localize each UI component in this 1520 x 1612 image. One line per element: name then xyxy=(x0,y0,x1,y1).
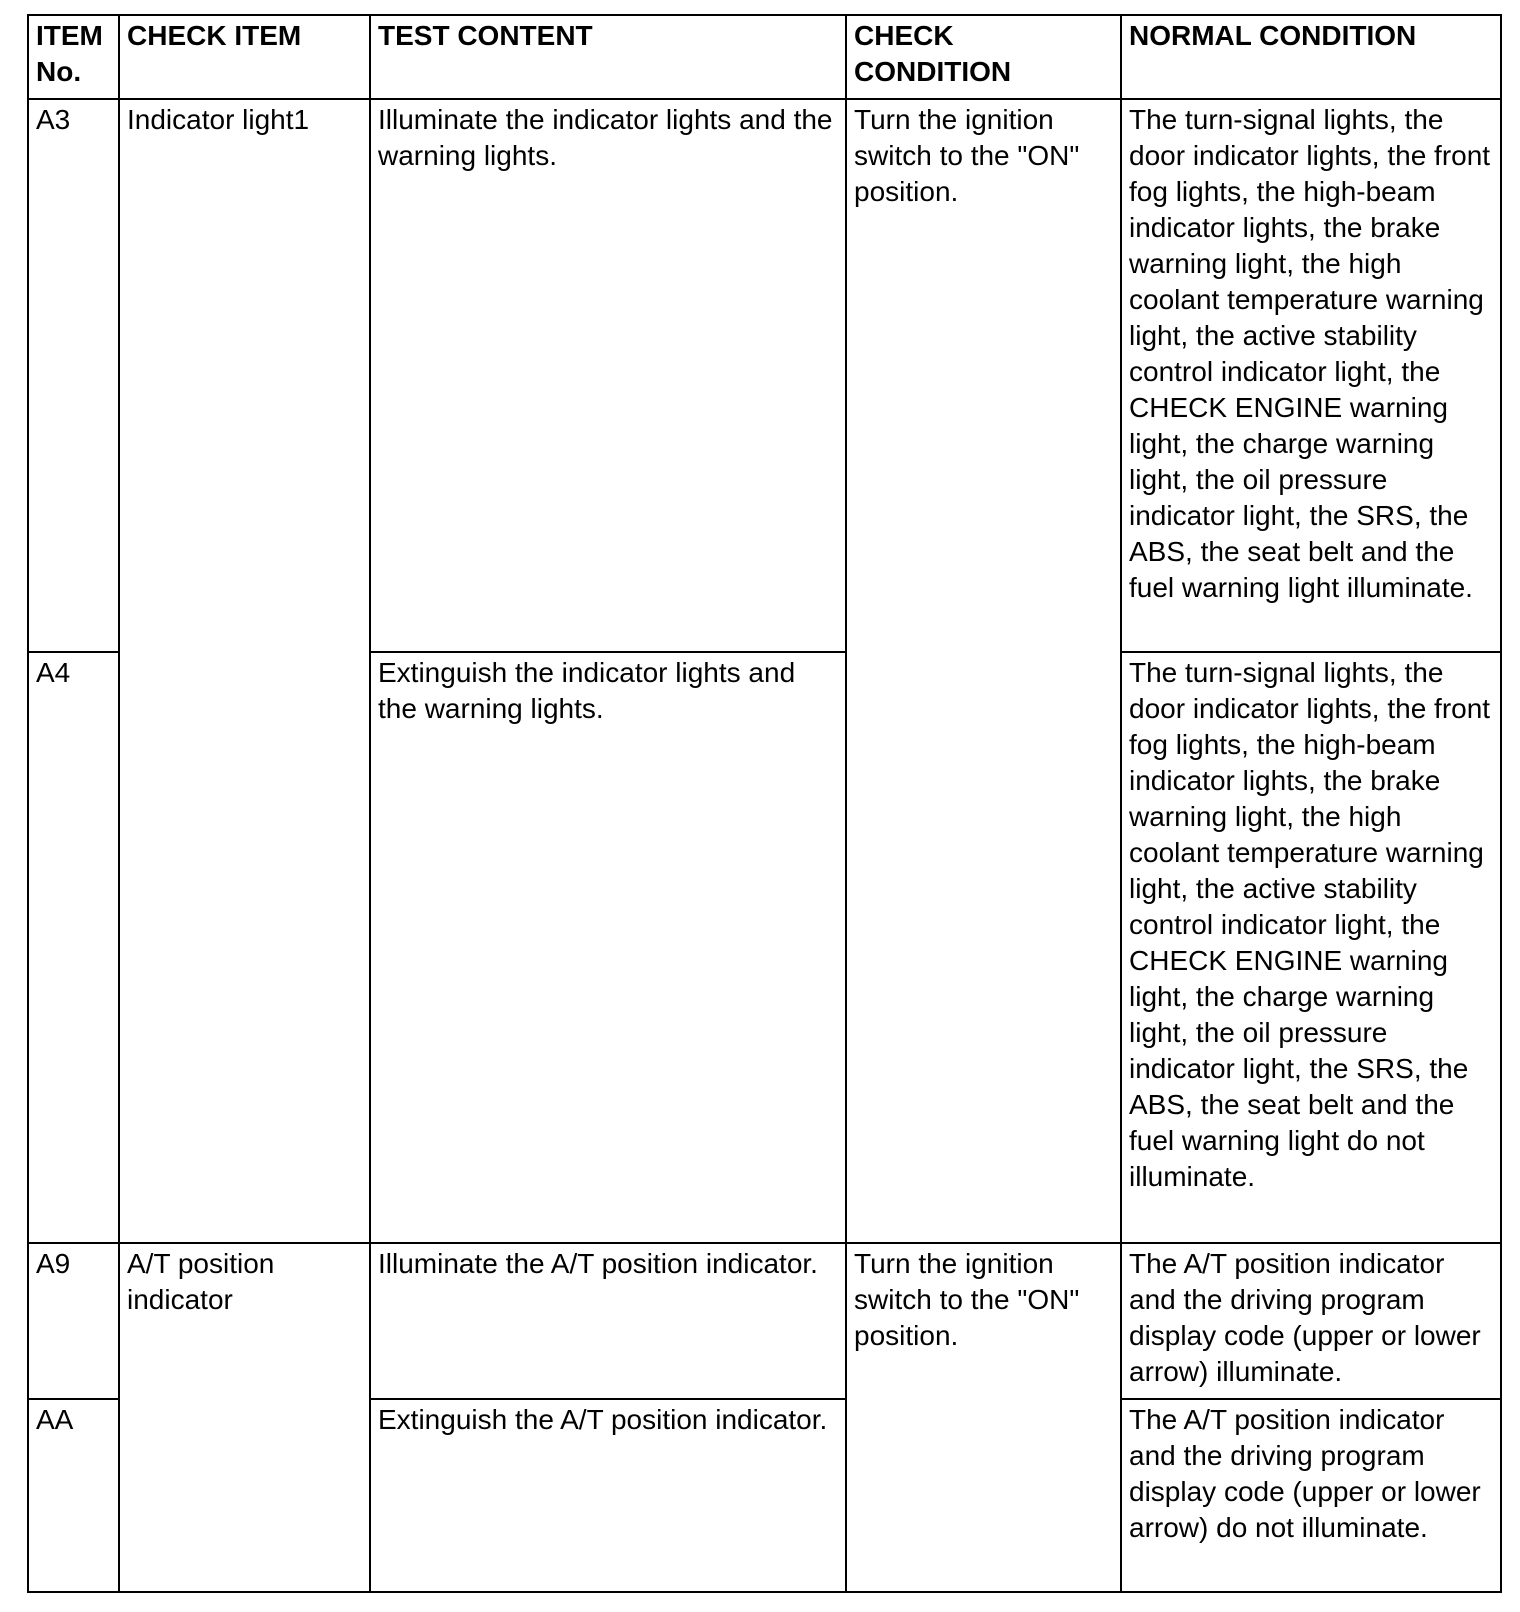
check-condition-cell: Turn the ignition switch to the "ON" position. xyxy=(846,1243,1121,1592)
item-no-cell: A4 xyxy=(28,652,119,1243)
test-content-cell: Illuminate the A/T position indicator. xyxy=(370,1243,846,1399)
item-no-cell: A9 xyxy=(28,1243,119,1399)
header-check-item: CHECK ITEM xyxy=(119,15,370,99)
table-row xyxy=(28,99,1501,652)
normal-condition-cell: The A/T position indicator and the driving program display code (upper or lower arrow) do not illuminate. xyxy=(1121,1399,1501,1592)
header-check-condition: CHECK CONDITION xyxy=(846,15,1121,99)
check-condition-cell: Turn the ignition switch to the "ON" position. xyxy=(846,99,1121,1243)
header-test-content: TEST CONTENT xyxy=(370,15,846,99)
normal-condition-cell: The A/T position indicator and the driving program display code (upper or lower arrow) illuminate. xyxy=(1121,1243,1501,1399)
test-content-cell: Extinguish the A/T position indicator. xyxy=(370,1399,846,1592)
item-no-cell: AA xyxy=(28,1399,119,1592)
check-item-cell: Indicator light1 xyxy=(119,99,370,1243)
table-row xyxy=(28,1243,1501,1399)
header-normal-condition: NORMAL CONDITION xyxy=(1121,15,1501,99)
test-content-cell: Illuminate the indicator lights and the warning lights. xyxy=(370,99,846,652)
normal-condition-cell: The turn-signal lights, the door indicator lights, the front fog lights, the high-beam indicator lights, the brake warning light, the high coolant temperature warning light, the active stability control indicator light, the CHECK ENGINE warning light, the charge warning light, the oil pressure indicator light, the SRS, the ABS, the seat belt and the fuel warning light do not illuminate. xyxy=(1121,652,1501,1243)
table-header-row xyxy=(28,15,1501,99)
item-no-cell: A3 xyxy=(28,99,119,652)
check-table xyxy=(27,14,1502,1593)
check-item-cell: A/T position indicator xyxy=(119,1243,370,1592)
test-content-cell: Extinguish the indicator lights and the warning lights. xyxy=(370,652,846,1243)
normal-condition-cell: The turn-signal lights, the door indicator lights, the front fog lights, the high-beam indicator lights, the brake warning light, the high coolant temperature warning light, the active stability control indicator light, the CHECK ENGINE warning light, the charge warning light, the oil pressure indicator light, the SRS, the ABS, the seat belt and the fuel warning light illuminate. xyxy=(1121,99,1501,652)
header-item-no: ITEM No. xyxy=(28,15,119,99)
